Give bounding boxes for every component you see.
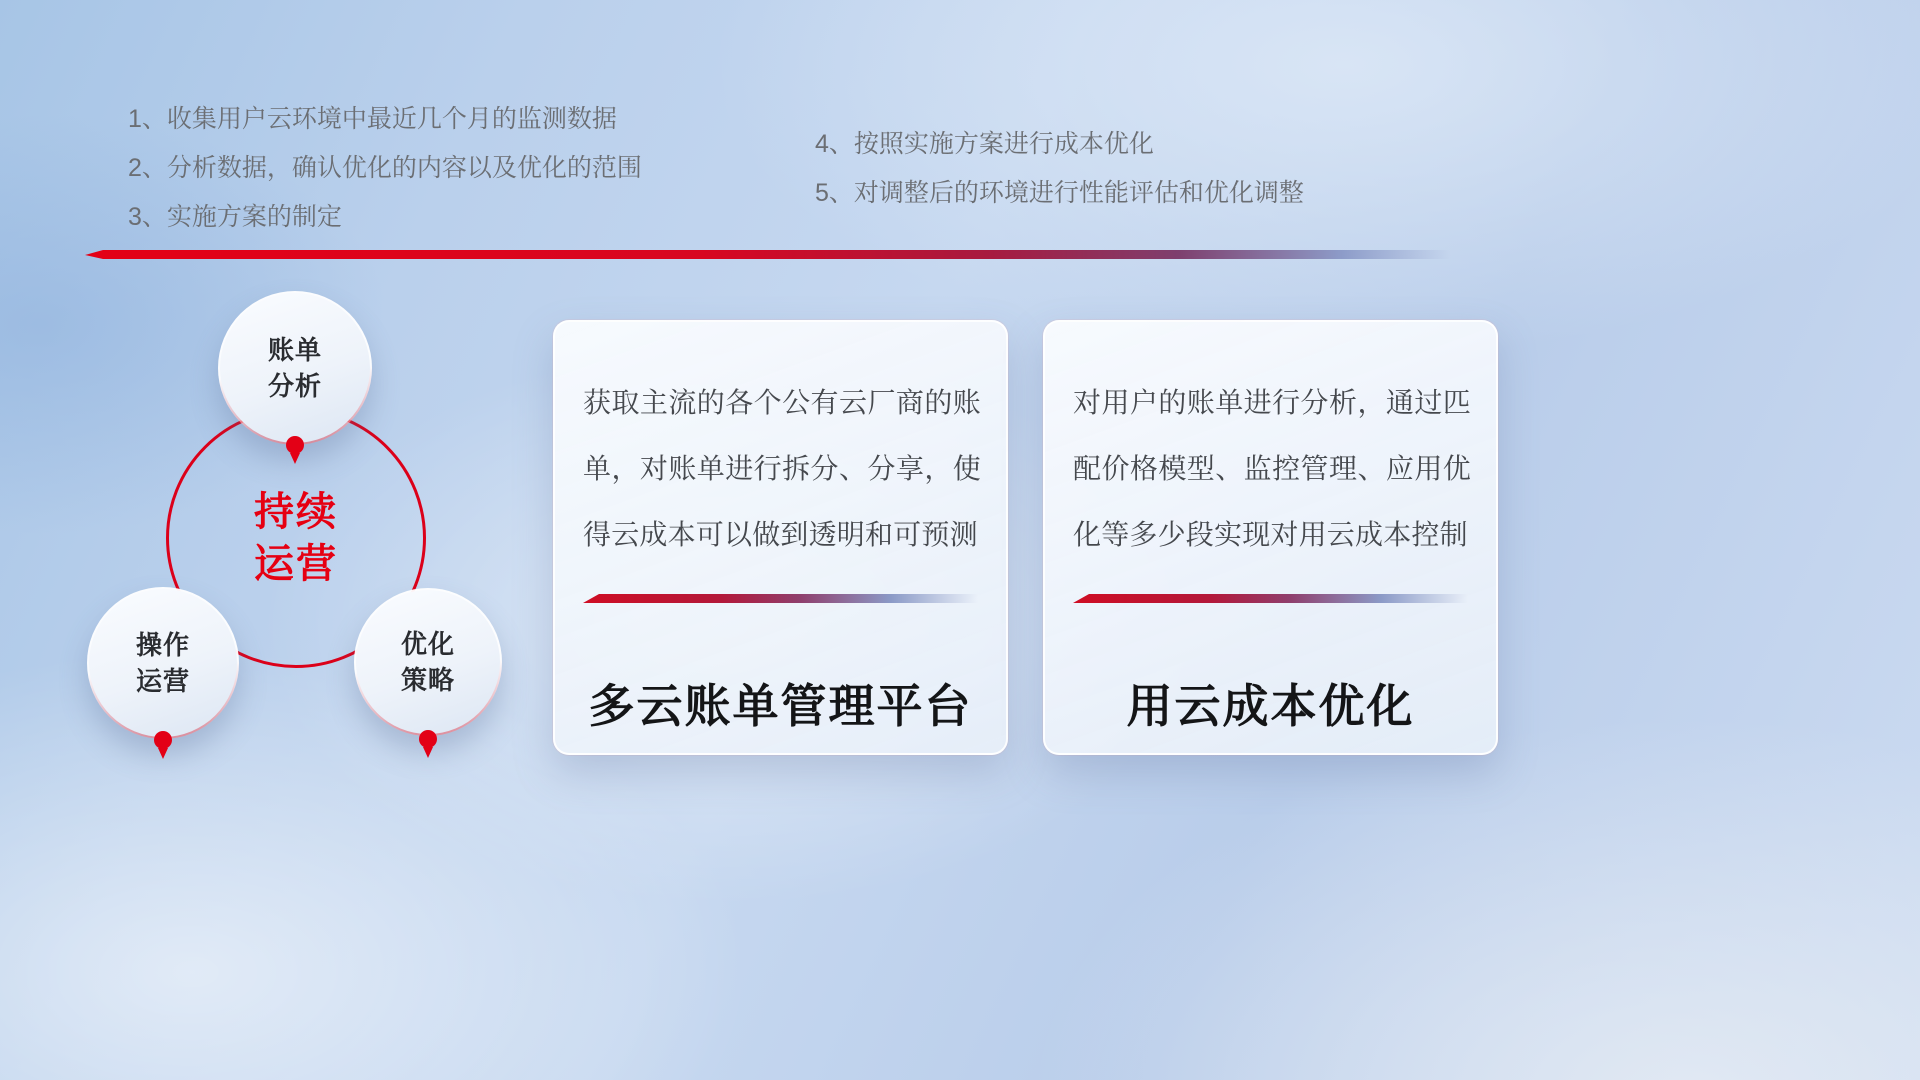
process-steps-left [128, 95, 642, 242]
node-ops-line2: 运营 [135, 666, 190, 696]
card-title: 用云成本优化 [1126, 680, 1415, 732]
card-accent-divider [1073, 594, 1468, 603]
cycle-node-bill-analysis [218, 291, 372, 445]
node-bill-line1: 账单 [267, 334, 322, 365]
cycle-node-operation [87, 587, 239, 739]
card-title: 多云账单管理平台 [588, 680, 973, 732]
cycle-center-line1: 持续 [254, 490, 338, 534]
card-multicloud-billing [553, 320, 1008, 755]
step-item-4: 4、按照实施方案进行成本优化 [815, 130, 1154, 158]
card-description: 获取主流的各个公有云厂商的账单，对账单进行拆分、分享，使得云成本可以做到透明和可预测 [583, 387, 981, 551]
step-item-1: 1、收集用户云环境中最近几个月的监测数据 [128, 105, 617, 133]
section-divider-line [85, 250, 1452, 259]
node-bill-line2: 分析 [267, 371, 322, 401]
pin-marker-icon [154, 731, 172, 749]
cycle-node-strategy [354, 588, 502, 736]
card-cost-optimization [1043, 320, 1498, 755]
node-ops-line1: 操作 [135, 629, 190, 660]
step-item-5: 5、对调整后的环境进行性能评估和优化调整 [815, 179, 1304, 207]
cycle-center-line2: 运营 [254, 542, 338, 586]
step-item-3: 3、实施方案的制定 [128, 203, 342, 231]
pin-marker-icon [286, 436, 304, 454]
pin-marker-icon [419, 730, 437, 748]
node-opt-line1: 优化 [400, 628, 455, 659]
card-accent-divider [583, 594, 978, 603]
card-description: 对用户的账单进行分析，通过匹配价格模型、监控管理、应用优化等多少段实现对用云成本控制 [1073, 387, 1471, 551]
process-steps-right [815, 120, 1304, 218]
node-opt-line2: 策略 [400, 665, 455, 695]
step-item-2: 2、分析数据，确认优化的内容以及优化的范围 [128, 154, 642, 182]
